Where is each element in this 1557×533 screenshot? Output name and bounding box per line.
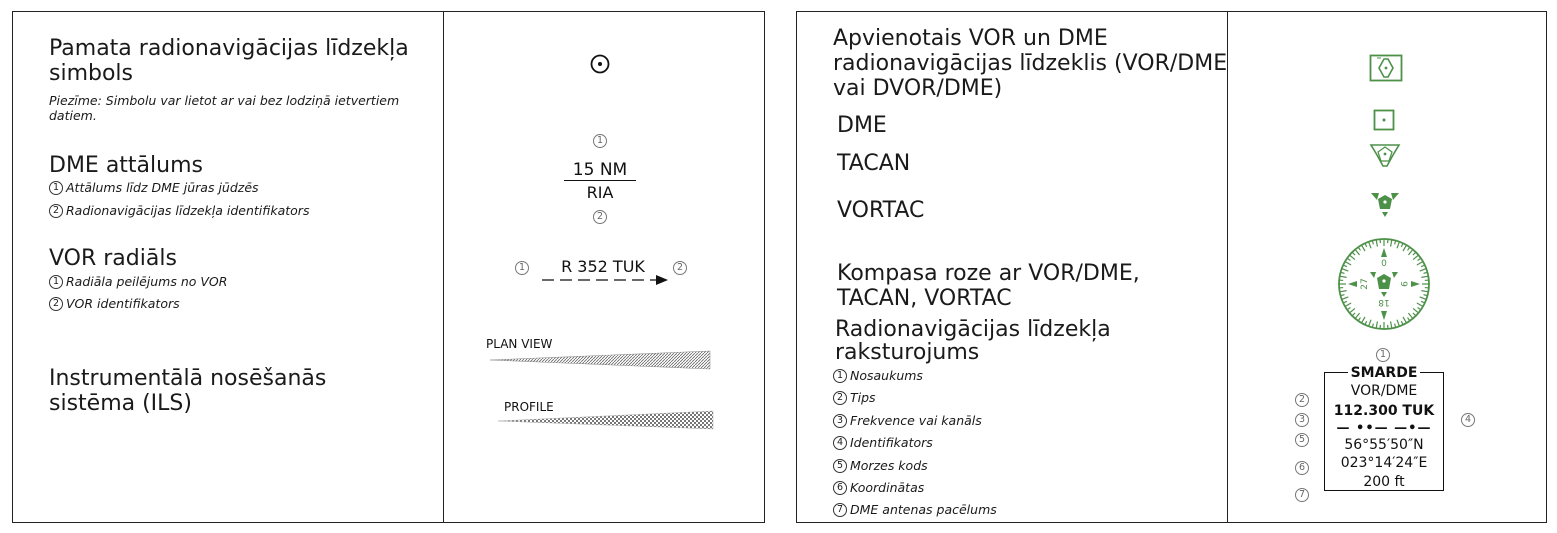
compass-tick: [1345, 262, 1351, 266]
compass-tick: [1376, 321, 1377, 328]
box-elevation: 200 ft: [1325, 474, 1443, 490]
dme-symbol-distance: 15 NM: [564, 160, 636, 181]
compass-tick: [1421, 276, 1428, 277]
box-frequency: 112.300 TUK: [1333, 403, 1435, 419]
characteristics-item-5: 5 Morzes kods: [833, 458, 928, 473]
compass-rose-title: Kompasa roze ar VOR/DME, TACAN, VORTAC: [837, 261, 1140, 311]
characteristics-item-2: 2 Tips: [833, 390, 876, 405]
compass-tick: [1391, 321, 1392, 328]
compass-tick: [1397, 242, 1399, 249]
dme-distance-item-1: 1 Attālums līdz DME jūras jūdzēs: [49, 180, 259, 195]
characteristics-item-4: 4 Identifikators: [833, 435, 933, 450]
compass-tick: [1417, 303, 1423, 307]
compass-tick: [1420, 269, 1427, 271]
compass-tick: [1340, 291, 1347, 292]
ils-profile-label: PROFILE: [504, 400, 554, 414]
compass-tick: [1340, 276, 1347, 277]
box-morse-code: — ••— —•—: [1336, 421, 1432, 436]
box-name: SMARDE: [1325, 365, 1443, 381]
compass-tick: [1342, 297, 1349, 299]
compass-tick: [1413, 255, 1418, 259]
compass-tick: [1362, 245, 1366, 251]
compass-tick: [1413, 308, 1418, 312]
box-longitude: 023°14′24″E: [1340, 455, 1428, 471]
box-type: VOR/DME: [1350, 383, 1418, 399]
ils-plan-view-label: PLAN VIEW: [486, 337, 553, 351]
basic-navaid-note: Piezīme: Simbolu var lietot ar vai bez lodziņā ietvertiem datiem.: [49, 93, 400, 123]
compass-tick: [1355, 250, 1359, 255]
vor-radial-arrow-icon: [540, 274, 670, 286]
compass-tick: [1345, 303, 1351, 307]
box-latitude: 56°55′50″N: [1344, 437, 1424, 453]
characteristics-item-3: 3 Frekvence vai kanāls: [833, 413, 982, 428]
dme-distance-title: DME attālums: [49, 153, 203, 178]
box-callout-1: 1: [1376, 348, 1390, 362]
navaid-data-box: [1324, 365, 1444, 491]
compass-tick: [1350, 308, 1355, 312]
right-legend-panel: [796, 11, 1547, 523]
left-column-divider: [443, 12, 444, 522]
compass-tick: [1403, 245, 1407, 251]
compass-tick: [1355, 313, 1359, 318]
compass-tick: [1362, 317, 1366, 323]
vor-symbol-callout-2: 2: [673, 261, 687, 275]
dme-symbol-callout-2: 2: [593, 210, 607, 224]
compass-tick: [1376, 240, 1377, 247]
basic-navaid-title: Pamata radionavigācijas līdzekļa simbols: [49, 36, 409, 86]
box-callout-4: 4: [1461, 413, 1475, 427]
compass-tick: [1408, 313, 1412, 318]
ils-title: Instrumentālā nosēšanās sistēma (ILS): [49, 366, 327, 416]
compass-tick: [1420, 297, 1427, 299]
compass-tick: [1391, 240, 1392, 247]
vortac-symbol-icon: [1369, 190, 1401, 218]
characteristics-item-7: 7 DME antenas pacēlums: [833, 502, 997, 517]
compass-tick: [1369, 242, 1371, 249]
compass-w-label: 27: [1360, 278, 1370, 290]
box-callout-7: 7: [1295, 488, 1309, 502]
compass-tick: [1408, 250, 1412, 255]
navaid-characteristics-title: Radionavigācijas līdzekļa raksturojums: [835, 317, 1111, 365]
compass-tick: [1397, 320, 1399, 327]
vortac-title: VORTAC: [837, 198, 925, 223]
vor-symbol-radial-label: R 352 TUK: [561, 257, 645, 276]
vor-dme-title: Apvienotais VOR un DME radionavigācijas līdzeklis (VOR/DME vai DVOR/DME): [833, 26, 1228, 101]
ils-plan-view-icon: [488, 350, 713, 370]
compass-tick: [1421, 291, 1428, 292]
characteristics-item-1: 1 Nosaukums: [833, 368, 923, 383]
tacan-title: TACAN: [837, 151, 911, 176]
compass-tick: [1369, 320, 1371, 327]
box-callout-6: 6: [1295, 461, 1309, 475]
vor-radial-item-2: 2 VOR identifikators: [49, 296, 180, 311]
compass-e-label: 9: [1398, 281, 1408, 287]
box-callout-5: 5: [1295, 433, 1309, 447]
compass-n-label: 0: [1381, 259, 1387, 269]
dme-symbol-ident: RIA: [586, 183, 614, 202]
compass-tick: [1350, 255, 1355, 259]
ils-profile-icon: [496, 408, 716, 430]
vor-radial-title: VOR radiāls: [49, 246, 177, 271]
dme-symbol-callout-1: 1: [593, 134, 607, 148]
dme-title: DME: [837, 113, 887, 138]
compass-tick: [1403, 317, 1407, 323]
vor-radial-item-1: 1 Radiāla peilējums no VOR: [49, 274, 227, 289]
vor-symbol-callout-1: 1: [515, 261, 529, 275]
compass-s-label: 18: [1378, 297, 1390, 307]
characteristics-item-6: 6 Koordinātas: [833, 480, 924, 495]
dme-distance-item-2: 2 Radionavigācijas līdzekļa identifikators: [49, 203, 309, 218]
vor-dme-symbol-icon: [1369, 54, 1403, 82]
compass-rose-icon: [1334, 234, 1434, 334]
left-legend-panel: [12, 11, 765, 523]
box-callout-3: 3: [1295, 413, 1309, 427]
compass-tick: [1342, 269, 1349, 271]
tacan-symbol-icon: [1369, 141, 1401, 169]
basic-navaid-symbol-icon: [590, 54, 610, 74]
dme-symbol-icon: [1373, 109, 1395, 131]
compass-tick: [1417, 262, 1423, 266]
box-callout-2: 2: [1295, 393, 1309, 407]
